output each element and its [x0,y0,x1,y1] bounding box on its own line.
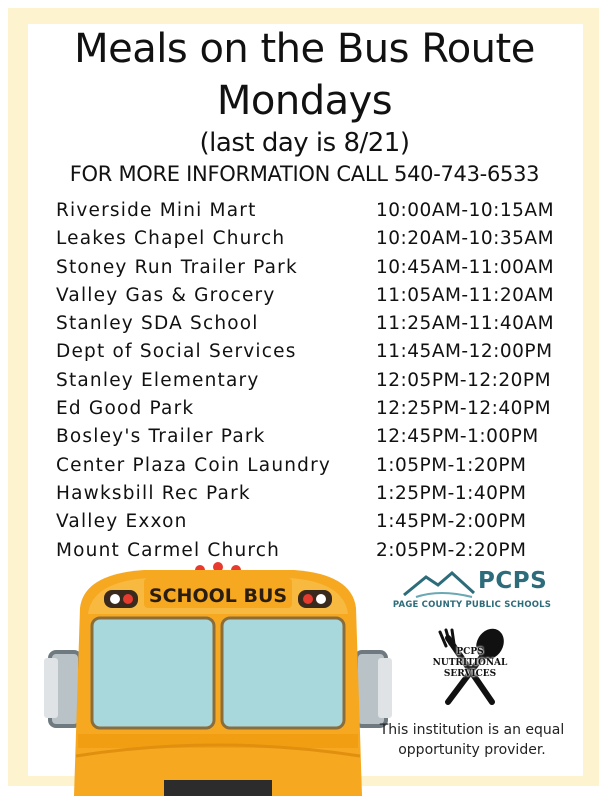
nutrition-logo-line1: PCPS [456,647,484,657]
schedule-row [56,424,586,452]
stop-location: Ed Good Park [56,398,195,420]
stop-time: 1:05PM-1:20PM [376,454,527,476]
stop-time: 1:25PM-1:40PM [376,482,527,504]
schedule-row [56,396,586,424]
stop-time: 12:05PM-12:20PM [376,369,552,391]
stop-location: Stanley Elementary [56,369,260,391]
stop-location: Valley Exxon [56,511,188,533]
schedule-row [56,509,586,537]
flyer-title: Meals on the Bus Route [74,26,535,72]
bus-window-left [92,618,214,728]
stop-location: Leakes Chapel Church [56,228,286,250]
stop-time: 1:45PM-2:00PM [376,511,527,533]
stop-time: 2:05PM-2:20PM [376,539,527,561]
info-line: FOR MORE INFORMATION CALL 540-743-6533 [69,162,540,186]
stop-location: Riverside Mini Mart [56,200,257,221]
stop-time: 10:45AM-11:00AM [376,256,555,278]
stop-time: 11:45AM-12:00PM [376,341,553,363]
schedule-list [56,198,586,566]
schedule-row [56,453,586,481]
pcps-logo-text: PCPS [478,568,548,594]
schedule-row [56,198,586,226]
stop-time: 10:20AM-10:35AM [376,228,555,250]
pcps-logo-subtitle: PAGE COUNTY PUBLIC SCHOOLS [392,600,552,610]
schedule-row [56,283,586,311]
equal-line-1: This institution is an equal [379,722,565,738]
nutrition-logo-line2: NUTRITIONAL [432,658,508,668]
equal-opportunity-statement [372,720,572,760]
flyer-subtitle: (last day is 8/21) [199,128,410,158]
stop-location: Bosley's Trailer Park [56,426,266,448]
schedule-row [56,339,586,367]
bus-window-right [222,618,344,728]
stop-time: 12:45PM-1:00PM [376,426,539,448]
stop-location: Hawksbill Rec Park [56,482,251,504]
school-bus-illustration [44,558,394,796]
stop-time: 12:25PM-12:40PM [376,398,552,420]
stop-location: Dept of Social Services [56,341,297,363]
schedule-row [56,481,586,509]
schedule-row [56,255,586,283]
stop-location: Stanley SDA School [56,313,259,335]
stop-location: Valley Gas & Grocery [56,284,276,306]
equal-line-2: opportunity provider. [398,742,546,758]
nutrition-logo-line3: SERVICES [443,669,497,679]
schedule-row [56,368,586,396]
bus-sign: SCHOOL BUS [148,585,288,607]
stop-location: Stoney Run Trailer Park [56,256,298,278]
schedule-row [56,226,586,254]
stop-time: 11:25AM-11:40AM [376,313,555,335]
flyer-title-day: Mondays [216,78,393,124]
stop-time: 10:00AM-10:15AM [376,200,555,221]
schedule-row [56,311,586,339]
stop-location: Mount Carmel Church [56,539,281,561]
nutrition-logo-text [418,647,522,680]
stop-time: 11:05AM-11:20AM [376,284,555,306]
stop-location: Center Plaza Coin Laundry [56,454,332,476]
